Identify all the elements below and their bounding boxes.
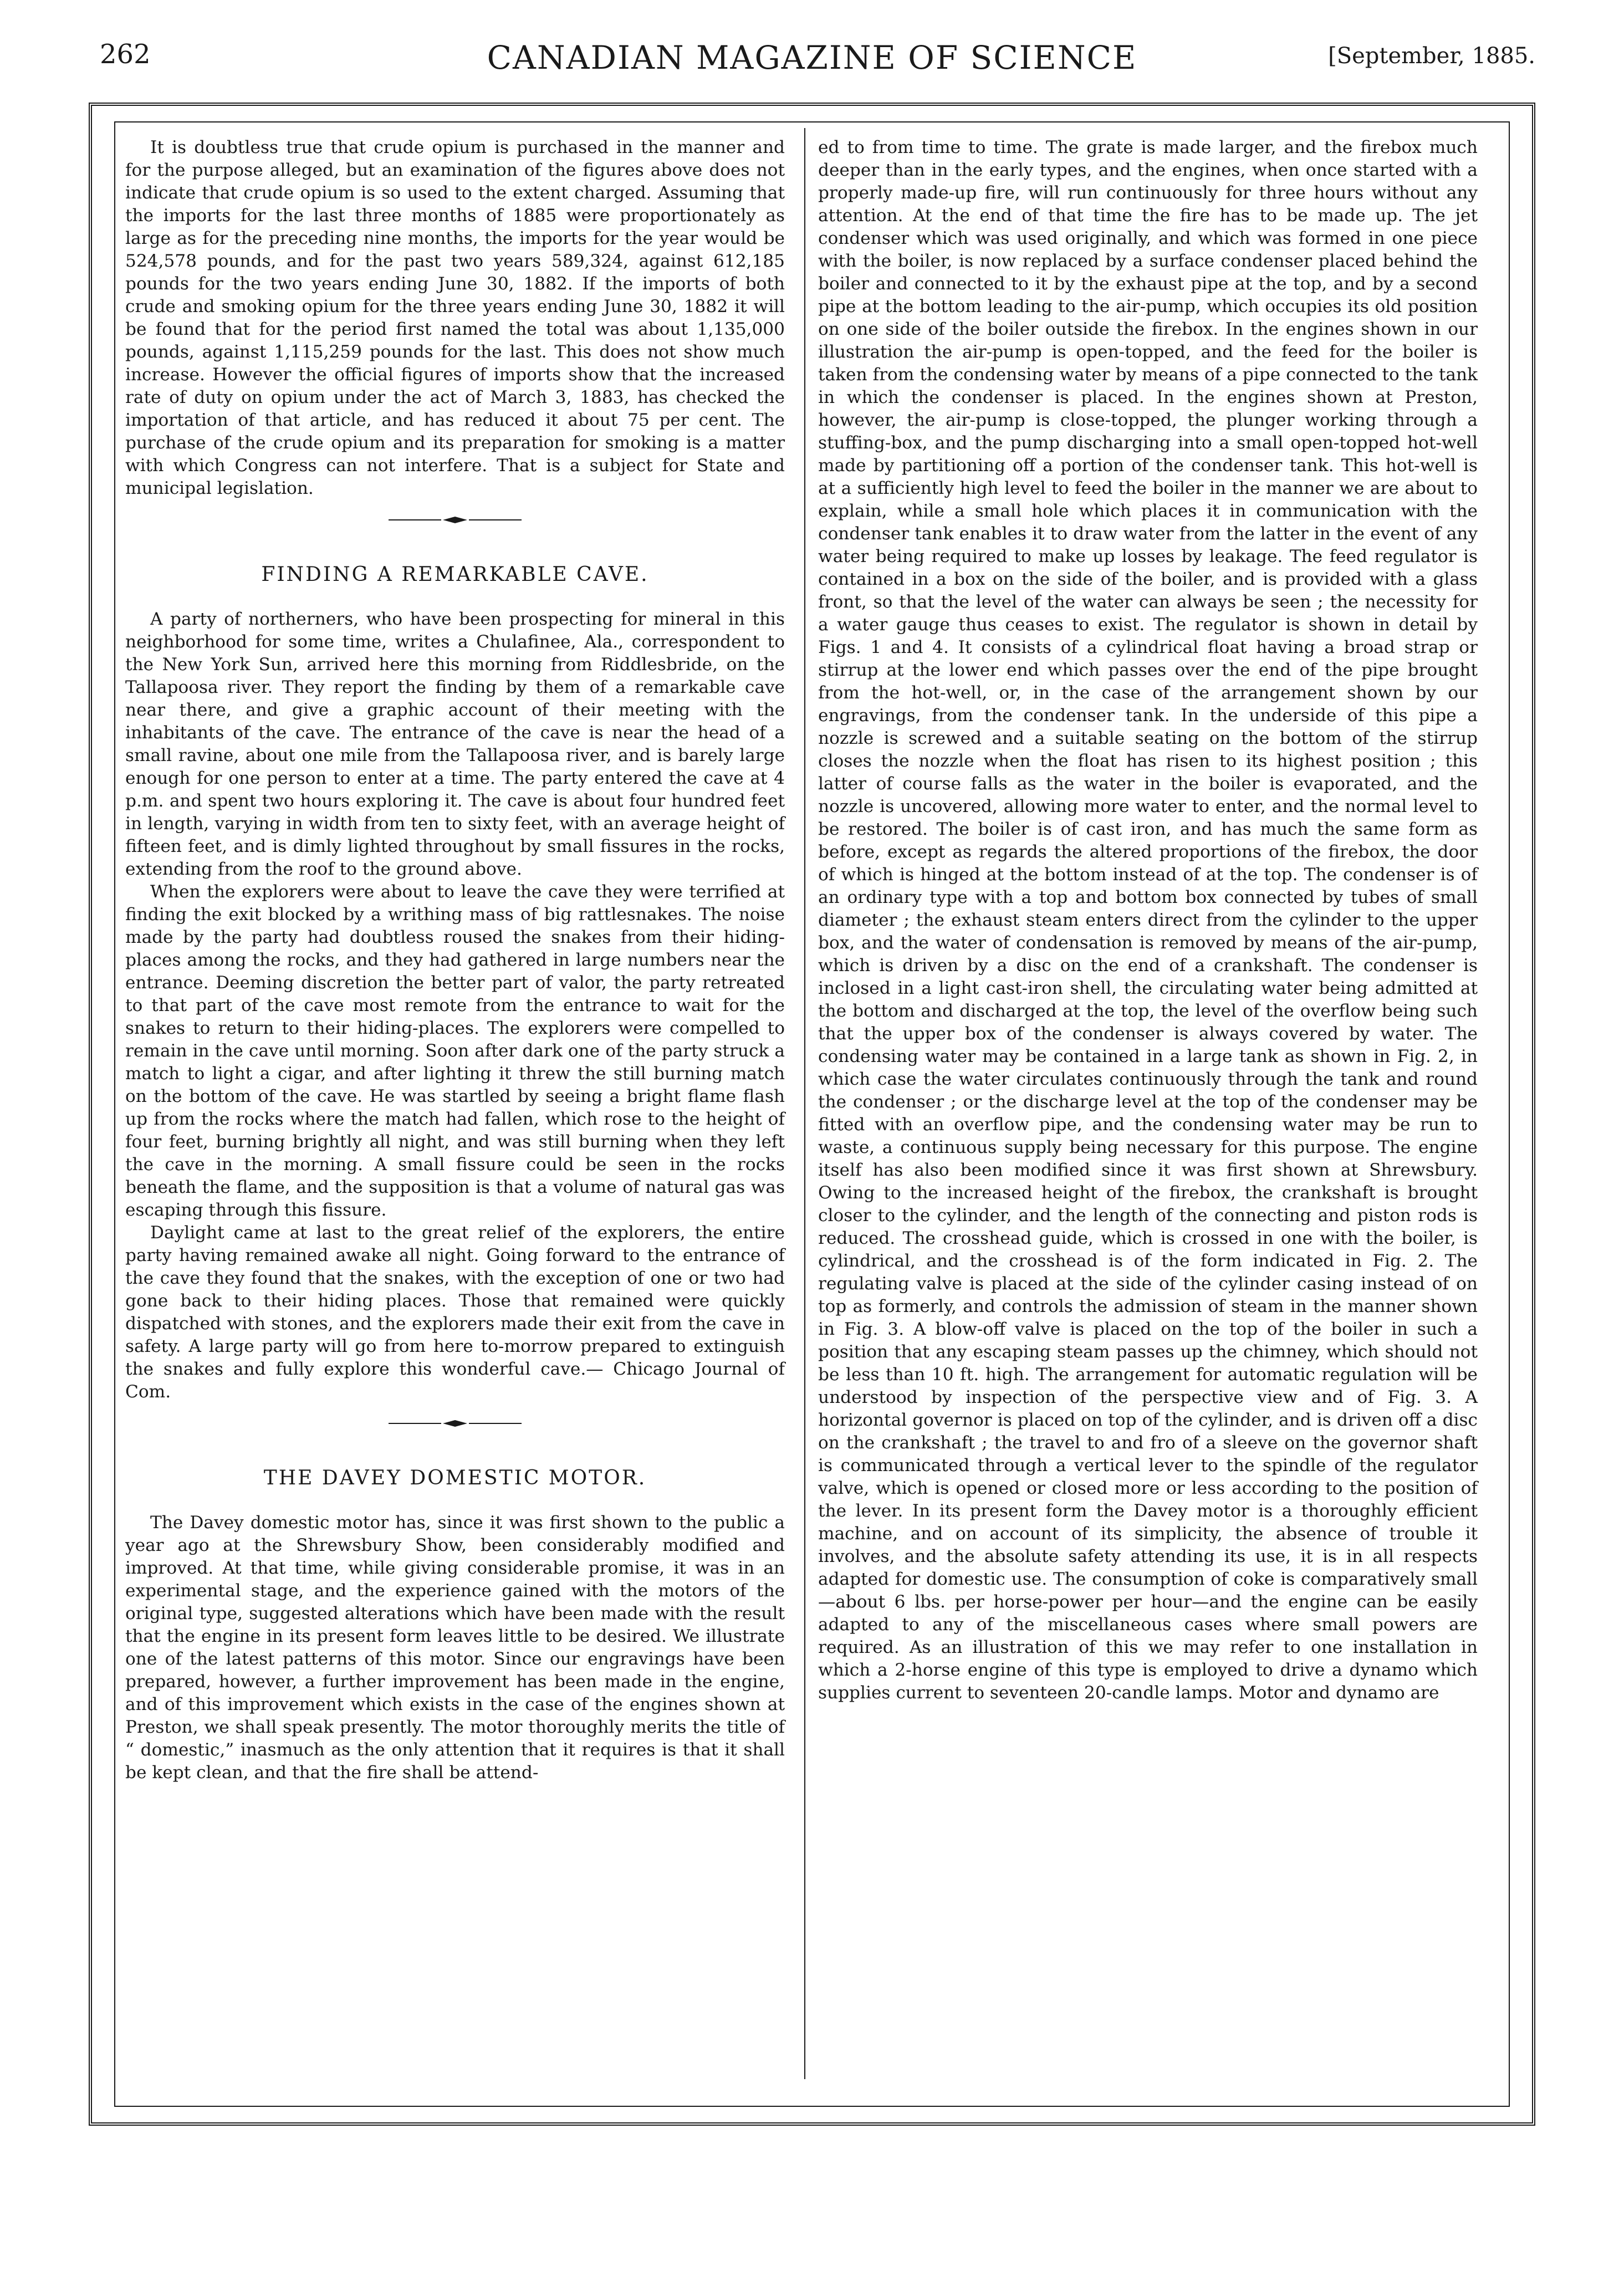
motor-paragraph-1: The Davey domestic motor has, since it was first shown to the public a year ago at the Shrewsbury Show, been considerably modified and improved. At that time, while giving considerable promise, it was in an experimental stage, and the experience gained with the motors of the original type, suggested alterations which have been made with the result that the engine in its present form leaves little to be desired. We illustrate one of the latest patterns of this motor. Since our engravings have been prepared, however, a further improvement has been made in the engine, and of this improvement which exists in the case of the engines shown at Preston, we shall speak presently. The motor thoroughly merits the title of “ domestic,” inasmuch as the only attention that it requires is that it shall be kept clean, and that the fire shall be attend-	[125, 1513, 785, 1783]
page-number: 262	[100, 39, 151, 70]
journal-title: CANADIAN MAGAZINE OF SCIENCE	[487, 39, 1137, 76]
page-frame	[89, 103, 1535, 2126]
left-column	[125, 136, 785, 1784]
cave-heading: FINDING A REMARKABLE CAVE.	[261, 563, 649, 586]
cave-paragraph-3: Daylight came at last to the great relief of the explorers, the entire party having remained awake all night. Going forward to the entrance of the cave they found that the snakes, with the exception of one or two had gone back to their hiding places. Those that remained were quickly dispatched with stones, and the explorers made their exit from the cave in safety. A large party will go from here to-morrow prepared to extinguish the snakes and fully explore this wonderful cave.— Chicago Journal of Com.	[125, 1223, 785, 1402]
motor-heading: THE DAVEY DOMESTIC MOTOR.	[263, 1467, 647, 1489]
column-divider	[804, 128, 805, 2079]
cave-paragraph-2: When the explorers were about to leave the cave they were terrified at finding the exit blocked by a writhing mass of big rattlesnakes. The noise made by the party had doubtless roused the snakes from their hiding-places among the rocks, and they had gathered in large numbers near the entrance. Deeming discretion the better part of valor, the party retreated to that part of the cave most remote from the entrance to wait for the snakes to return to their hiding-places. The explorers were compelled to remain in the cave until morning. Soon after dark one of the party struck a match to light a cigar, and after lighting it threw the still burning match on the bottom of the cave. He was startled by seeing a bright flame flash up from the rocks where the match had fallen, which rose to the height of four feet, burning brightly all night, and was still burning when they left the cave in the morning. A small fissure could be seen in the rocks beneath the flame, and the supposition is that a volume of natural gas was escaping through this fissure.	[125, 882, 785, 1220]
section-ornament-icon	[383, 1419, 527, 1428]
issue-date: [September, 1885.	[1328, 43, 1535, 69]
motor-paragraph-continued: ed to from time to time. The grate is made larger, and the firebox much deeper than in the early types, and the engines, when once started with a properly made-up fire, will run continuously for three hours without any attention. At the end of that time the fire has to be made up. The jet condenser which was used originally, and which was formed in one piece with the boiler, is now replaced by a surface condenser placed behind the boiler and connected to it by the exhaust pipe at the top, and by a second pipe at the bottom leading to the air-pump, which occupies its old position on one side of the boiler outside the firebox. In the engines shown in our illustration the air-pump is open-topped, and the feed for the boiler is taken from the condensing water by means of a pipe connected to the tank in which the condenser is placed. In the engines shown at Preston, however, the air-pump is close-topped, the plunger working through a stuffing-box, and the pump discharging into a small open-topped hot-well made by partitioning off a portion of the condenser tank. This hot-well is at a sufficiently high level to feed the boiler in the manner we are about to explain, while a small hole which places it in communication with the condenser tank enables it to draw water from the latter in the event of any water being required to make up losses by leakage. The feed regulator is contained in a box on the side of the boiler, and is provided with a glass front, so that the level of the water can always be seen ; the necessity for a water gauge thus ceases to exist. The regulator is shown in detail by Figs. 1 and 4. It consists of a cylindrical float having a broad strap or stirrup at the lower end which passes over the end of the pipe brought from the hot-well, or, in the case of the arrangement shown by our engravings, from the condenser tank. In the underside of this pipe a nozzle is screwed and a suitable seating on the bottom of the stirrup closes the nozzle when the float has risen to its highest position ; this latter of course falls as the water in the boiler is evaporated, and the nozzle is uncovered, allowing more water to enter, and the normal level to be restored. The boiler is of cast iron, and has much the same form as before, except as regards the altered proportions of the firebox, the door of which is hinged at the bottom instead of at the top. The condenser is of an ordinary type with a top and bottom box connected by tubes of small diameter ; the exhaust steam enters direct from the cylinder to the upper box, and the water of condensation is removed by means of the air-pump, which is driven by a disc on the end of a crankshaft. The condenser is inclosed in a light cast-iron shell, the circulating water being admitted at the bottom and discharged at the top, the level of the overflow being such that the upper box of the condenser is always covered by water. The condensing water may be contained in a large tank as shown in Fig. 2, in which case the water circulates continuously through the tank and round the condenser ; or the discharge level at the top of the condenser may be fitted with an overflow pipe, and the condensing water may be run to waste, a continuous supply being necessary for this purpose. The engine itself has also been modified since it was first shown at Shrewsbury. Owing to the increased height of the firebox, the crankshaft is brought closer to the cylinder, and the length of the connecting and piston rods is reduced. The crosshead guide, which is crossed in one with the boiler, is cylindrical, and the crosshead is of the form indicated in Fig. 2. The regulating valve is placed at the side of the cylinder casing instead of on top as formerly, and controls the admission of steam in the manner shown in Fig. 3. A blow-off valve is placed on the top of the boiler in such a position that any escaping steam passes up the chimney, which should not be less than 10 ft. high. The arrangement for automatic regulation will be understood by inspection of the perspective view and of Fig. 3. A horizontal governor is placed on top of the cylinder, and is driven off a disc on the crankshaft ; the travel to and fro of a sleeve on the governor shaft is communicated through a vertical lever to the spindle of the regulator valve, which is opened or closed more or less according to the position of the lever. In its present form the Davey motor is a thoroughly efficient machine, and on account of its simplicity, the absence of trouble it involves, and the absolute safety attending its use, it is in all respects adapted for domestic use. The consumption of coke is comparatively small—about 6 lbs. per horse-power per hour—and the engine can be easily adapted to any of the miscellaneous cases where small powers are required. As an illustration of this we may refer to one installation in which a 2-horse engine of this type is employed to drive a dynamo which supplies current to seventeen 20-candle lamps. Motor and dynamo are	[818, 137, 1478, 1703]
page-header	[89, 39, 1535, 89]
section-ornament-icon	[383, 515, 527, 524]
right-column	[818, 136, 1478, 1704]
cave-paragraph-1: A party of northerners, who have been prospecting for mineral in this neighborhood for some time, writes a Chulafinee, Ala., correspondent to the New York Sun, arrived here this morning from Riddlesbride, on the Tallapoosa river. They report the finding by them of a remarkable cave near there, and give a graphic account of their meeting with the inhabitants of the cave. The entrance of the cave is near the head of a small ravine, about one mile from the Tallapoosa river, and is barely large enough for one person to enter at a time. The party entered the cave at 4 p.m. and spent two hours exploring it. The cave is about four hundred feet in length, varying in width from ten to sixty feet, with an average height of fifteen feet, and is dimly lighted throughout by small fissures in the rocks, extending from the roof to the ground above.	[125, 609, 785, 879]
opium-paragraph: It is doubtless true that crude opium is purchased in the manner and for the purpose alleged, but an examination of the figures above does not indicate that crude opium is so used to the extent charged. Assuming that the imports for the last three months of 1885 were proportionately as large as for the preceding nine months, the imports for the year would be 524,578 pounds, and for the past two years 589,324, against 612,185 pounds for the two years ending June 30, 1882. If the imports of both crude and smoking opium for the three years ending June 30, 1882 it will be found that for the period first named the total was about 1,135,000 pounds, against 1,115,259 pounds for the last. This does not show much increase. However the official figures of imports show that the increased rate of duty on opium under the act of March 3, 1883, has checked the importation of that article, and has reduced it about 75 per cent. The purchase of the crude opium and its preparation for smoking is a matter with which Congress can not interfere. That is a subject for State and municipal legislation.	[125, 137, 785, 498]
